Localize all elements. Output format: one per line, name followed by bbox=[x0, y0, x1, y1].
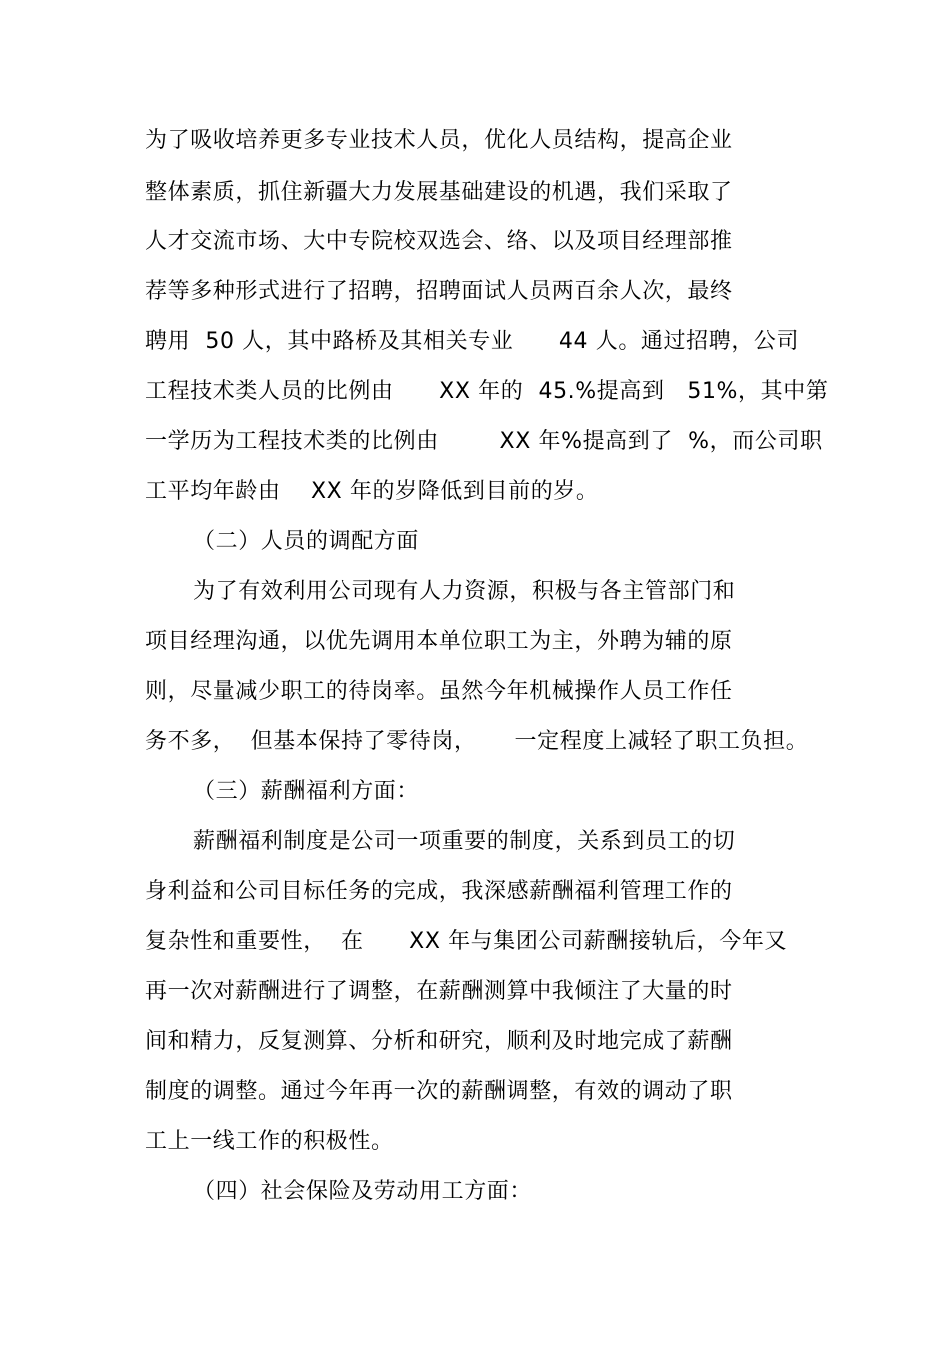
paragraph-3-line-6: 制度的调整。通过今年再一次的薪酬调整，有效的调动了职 bbox=[145, 1079, 733, 1104]
paragraph-3-line-3: 复杂性和重要性， 在 XX 年与集团公司薪酬接轨后，今年又 bbox=[145, 929, 788, 954]
paragraph-3-line-7: 工上一线工作的积极性。 bbox=[145, 1129, 394, 1154]
paragraph-1-line-7: 一学历为工程技术类的比例由 XX 年%提高到了 %，而公司职 bbox=[145, 429, 823, 454]
section-heading-2: （二）人员的调配方面 bbox=[193, 529, 420, 554]
paragraph-2-line-2: 项目经理沟通，以优先调用本单位职工为主，外聘为辅的原 bbox=[145, 629, 733, 654]
paragraph-1-line-2: 整体素质，抓住新疆大力发展基础建设的机遇，我们采取了 bbox=[145, 180, 733, 205]
paragraph-2-line-1: 为了有效利用公司现有人力资源，积极与各主管部门和 bbox=[193, 579, 736, 604]
section-heading-3: （三）薪酬福利方面： bbox=[193, 779, 420, 804]
paragraph-3-line-5: 间和精力，反复测算、分析和研究，顺利及时地完成了薪酬 bbox=[145, 1029, 733, 1054]
paragraph-1-line-3: 人才交流市场、大中专院校双选会、络、以及项目经理部推 bbox=[145, 229, 733, 254]
paragraph-1-line-4: 荐等多种形式进行了招聘，招聘面试人员两百余人次，最终 bbox=[145, 279, 733, 304]
paragraph-1-line-6: 工程技术类人员的比例由 XX 年的 45.%提高到 51%，其中第 bbox=[145, 379, 829, 404]
paragraph-3-line-2: 身利益和公司目标任务的完成，我深感薪酬福利管理工作的 bbox=[145, 879, 733, 904]
paragraph-3-line-4: 再一次对薪酬进行了调整，在薪酬测算中我倾注了大量的时 bbox=[145, 979, 733, 1004]
paragraph-2-line-3: 则，尽量减少职工的待岗率。虽然今年机械操作人员工作任 bbox=[145, 679, 733, 704]
paragraph-1-line-5: 聘用 50 人，其中路桥及其相关专业 44 人。通过招聘，公司 bbox=[145, 329, 800, 354]
section-heading-4: （四）社会保险及劳动用工方面： bbox=[193, 1179, 533, 1204]
paragraph-1-line-1: 为了吸收培养更多专业技术人员，优化人员结构，提高企业 bbox=[145, 128, 733, 153]
paragraph-1-line-8: 工平均年龄由 XX 年的岁降低到目前的岁。 bbox=[145, 479, 599, 504]
paragraph-3-line-1: 薪酬福利制度是公司一项重要的制度，关系到员工的切 bbox=[193, 829, 736, 854]
paragraph-2-line-4: 务不多， 但基本保持了零待岗， 一定程度上减轻了职工负担。 bbox=[145, 729, 809, 754]
